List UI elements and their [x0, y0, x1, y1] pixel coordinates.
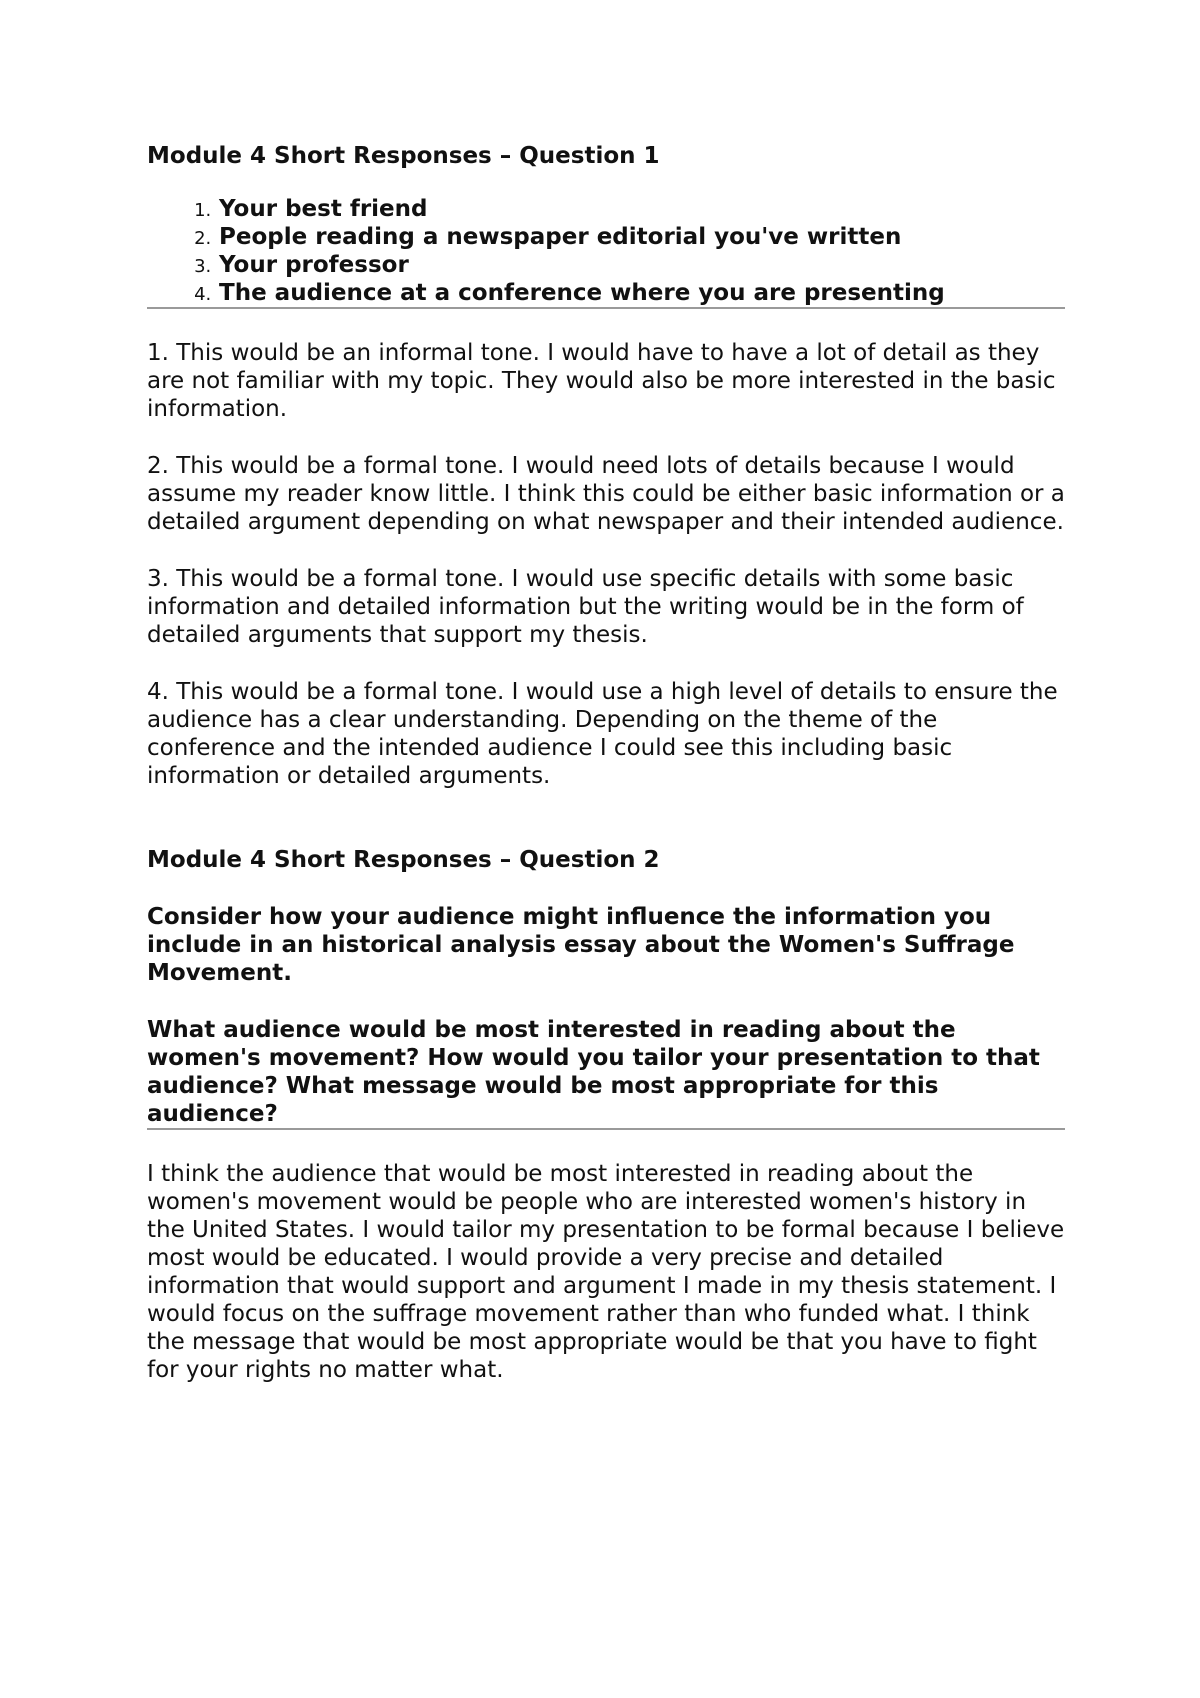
question-1-heading: Module 4 Short Responses – Question 1 [147, 143, 660, 169]
question-2-answer: I think the audience that would be most interested in reading about the women's movement would be people who are interested women's history in the United States. I would tailor my presentation to be formal because I believe most would be educated. I would provide a very precise and detailed information that would support and argument I made in my thesis statement. I would focus on the suffrage movement rather than who funded what. I think the message that would be most appropriate would be that you have to fight for your rights no matter what. [147, 1161, 1065, 1383]
question-2-prompt-context: Consider how your audience might influence the information you include in an historical analysis essay about the Women's Suffrage Movement. [147, 904, 1015, 986]
answer-paragraph-2: 2. This would be a formal tone. I would need lots of details because I would assume my reader know little. I think this could be either basic information or a detailed argument depending on what newspaper and their intended audience. [147, 453, 1065, 535]
question-2-prompt-questions: What audience would be most interested in reading about the women's movement? How would you tailor your presentation to that audience? What message would be most appropriate for this audience? [147, 1017, 1040, 1127]
question-2-heading: Module 4 Short Responses – Question 2 [147, 847, 660, 873]
question-1-section [147, 142, 1065, 790]
list-item: 1. Your best friend [217, 195, 1065, 223]
answer-paragraph-1: 1. This would be an informal tone. I would have to have a lot of detail as they are not familiar with my topic. They would also be more interested in the basic information. [147, 340, 1056, 422]
document-body [147, 142, 1065, 1384]
list-item: 2. People reading a newspaper editorial you've written [217, 223, 1065, 251]
answer-paragraph-3: 3. This would be a formal tone. I would use specific details with some basic information and detailed information but the writing would be in the form of detailed arguments that support my thesis. [147, 566, 1024, 648]
audience-list [147, 195, 1065, 307]
horizontal-divider [147, 307, 1065, 309]
horizontal-divider [147, 1128, 1065, 1130]
answer-paragraph-4: 4. This would be a formal tone. I would use a high level of details to ensure the audience has a clear understanding. Depending on the theme of the conference and the intended audience I could see this including basic information or detailed arguments. [147, 679, 1058, 789]
question-1-answers [147, 339, 1065, 790]
question-2-section [147, 846, 1065, 1384]
list-item: 3. Your professor [217, 251, 1065, 279]
list-item: 4. The audience at a conference where you are presenting [217, 279, 1065, 307]
